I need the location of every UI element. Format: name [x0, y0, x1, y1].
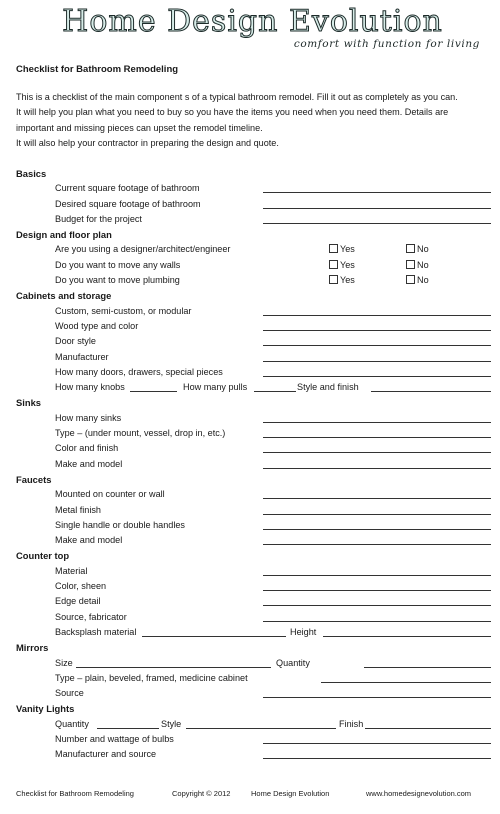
finish-answer-line[interactable] — [365, 728, 491, 729]
checklist — [0, 166, 500, 763]
field-label: How many sinks — [55, 412, 122, 423]
footer-copyright: Copyright © 2012 — [172, 789, 231, 798]
answer-line[interactable] — [321, 682, 491, 683]
intro-line: It will help you plan what you need to buy so you have the items you need when you need them. Details are — [16, 107, 449, 118]
answer-line[interactable] — [263, 223, 491, 224]
field-label: Finish — [339, 718, 364, 729]
style-answer-line[interactable] — [186, 728, 336, 729]
answer-line[interactable] — [263, 361, 491, 362]
checklist-row — [0, 212, 500, 227]
section-basics: Basics — [16, 168, 47, 179]
checklist-row — [0, 441, 500, 456]
answer-line[interactable] — [263, 758, 491, 759]
checklist-row — [0, 747, 500, 762]
checkbox-icon[interactable] — [406, 244, 415, 253]
style-finish-answer-line[interactable] — [371, 391, 491, 392]
checklist-row — [0, 258, 500, 273]
checklist-row — [0, 594, 500, 609]
checklist-row — [0, 411, 500, 426]
field-label: How many knobs — [55, 382, 125, 393]
field-label: Mounted on counter or wall — [55, 489, 165, 500]
field-label: Edge detail — [55, 596, 101, 607]
field-label: Desired square footage of bathroom — [55, 198, 201, 209]
backsplash-answer-line[interactable] — [142, 636, 286, 637]
field-label: Type – plain, beveled, framed, medicine cabinet — [55, 672, 248, 683]
quantity-answer-line[interactable] — [97, 728, 159, 729]
field-label: Make and model — [55, 535, 123, 546]
no-option[interactable]: No — [406, 273, 429, 288]
answer-line[interactable] — [263, 345, 491, 346]
checklist-row — [0, 564, 500, 579]
intro-text — [16, 90, 494, 152]
field-label: Quantity — [55, 718, 89, 729]
checklist-row — [0, 533, 500, 548]
answer-line[interactable] — [263, 544, 491, 545]
section-vanity-lights: Vanity Lights — [16, 703, 75, 715]
field-label: Current square footage of bathroom — [55, 183, 200, 194]
footer-company: Home Design Evolution — [251, 789, 330, 798]
field-label: Number and wattage of bulbs — [55, 733, 174, 744]
checklist-row — [0, 656, 500, 671]
field-label: Single handle or double handles — [55, 519, 185, 530]
checklist-row — [0, 671, 500, 686]
header — [0, 0, 500, 56]
field-label: Are you using a designer/architect/engineer — [55, 244, 231, 255]
checkbox-icon[interactable] — [329, 260, 338, 269]
field-label: Size — [55, 657, 73, 668]
answer-line[interactable] — [263, 330, 491, 331]
answer-line[interactable] — [263, 468, 491, 469]
answer-line[interactable] — [263, 208, 491, 209]
field-label: Style and finish — [297, 382, 359, 393]
checklist-row — [0, 717, 500, 732]
answer-line[interactable] — [263, 743, 491, 744]
intro-line: important and missing pieces can upset the remodel timeline. — [16, 122, 263, 133]
logo-title: Home Design Evolution — [62, 4, 443, 39]
field-label: Do you want to move any walls — [55, 259, 181, 270]
checklist-row — [0, 304, 500, 319]
field-label: How many pulls — [183, 382, 248, 393]
field-label: Custom, semi-custom, or modular — [55, 305, 192, 316]
field-label: Budget for the project — [55, 213, 142, 224]
knobs-answer-line[interactable] — [130, 391, 177, 392]
answer-line[interactable] — [263, 452, 491, 453]
field-label: Do you want to move plumbing — [55, 275, 180, 286]
section-counter-top: Counter top — [16, 550, 70, 562]
field-label: Backsplash material — [55, 626, 137, 637]
answer-line[interactable] — [263, 697, 491, 698]
field-label: Manufacturer and source — [55, 749, 157, 760]
field-label: Metal finish — [55, 504, 101, 515]
logo-tagline: comfort with function for living — [293, 38, 480, 50]
document-title: Checklist for Bathroom Remodeling — [16, 64, 179, 75]
intro-line: This is a checklist of the main component s of a typical bathroom remodel. Fill it out as completely as you can. — [16, 92, 458, 102]
intro-line: It will also help your contractor in preparing the design and quote. — [16, 138, 279, 149]
checklist-row — [0, 273, 500, 288]
section-design: Design and floor plan — [16, 229, 112, 241]
checklist-row — [0, 503, 500, 518]
field-label: How many doors, drawers, special pieces — [55, 366, 223, 377]
height-answer-line[interactable] — [323, 636, 491, 637]
answer-line[interactable] — [263, 514, 491, 515]
checkbox-icon[interactable] — [329, 275, 338, 284]
checklist-row — [0, 334, 500, 349]
checkbox-icon[interactable] — [406, 260, 415, 269]
checkbox-icon[interactable] — [406, 275, 415, 284]
field-label: Source — [55, 688, 84, 699]
checklist-row — [0, 732, 500, 747]
checklist-row — [0, 625, 500, 640]
answer-line[interactable] — [263, 621, 491, 622]
field-label: Quantity — [276, 657, 310, 668]
field-label: Type – (under mount, vessel, drop in, etc.) — [55, 428, 226, 439]
field-label: Height — [290, 626, 317, 637]
answer-line[interactable] — [263, 192, 491, 193]
field-label: Color and finish — [55, 443, 119, 454]
field-label: Color, sheen — [55, 581, 107, 592]
no-option[interactable]: No — [406, 258, 429, 273]
answer-line[interactable] — [263, 575, 491, 576]
yes-option[interactable]: Yes — [329, 242, 355, 257]
field-label: Style — [161, 718, 182, 729]
checklist-row — [0, 365, 500, 380]
checklist-row — [0, 487, 500, 502]
checklist-row — [0, 457, 500, 472]
answer-line[interactable] — [263, 498, 491, 499]
footer-url: www.homedesignevolution.com — [366, 789, 472, 798]
checklist-row — [0, 319, 500, 334]
size-answer-line[interactable] — [76, 667, 271, 668]
yes-option[interactable]: Yes — [329, 258, 355, 273]
answer-line[interactable] — [263, 590, 491, 591]
checklist-row — [0, 350, 500, 365]
section-cabinets: Cabinets and storage — [16, 290, 112, 302]
field-label: Source, fabricator — [55, 611, 127, 622]
answer-line[interactable] — [263, 315, 491, 316]
section-sinks: Sinks — [16, 397, 42, 409]
pulls-answer-line[interactable] — [254, 391, 296, 392]
checklist-row — [0, 579, 500, 594]
section-mirrors: Mirrors — [16, 642, 49, 654]
checklist-row — [0, 181, 500, 196]
field-label: Material — [55, 565, 88, 576]
answer-line[interactable] — [263, 437, 491, 438]
checklist-row — [0, 242, 500, 257]
answer-line[interactable] — [263, 376, 491, 377]
yes-option[interactable]: Yes — [329, 273, 355, 288]
checklist-row — [0, 380, 500, 395]
quantity-answer-line[interactable] — [364, 667, 491, 668]
footer-doc-title: Checklist for Bathroom Remodeling — [16, 789, 134, 798]
field-label: Door style — [55, 336, 96, 347]
answer-line[interactable] — [263, 529, 491, 530]
no-option[interactable]: No — [406, 242, 429, 257]
checklist-row — [0, 610, 500, 625]
field-label: Manufacturer — [55, 351, 109, 362]
field-label: Make and model — [55, 458, 123, 469]
checklist-row — [0, 686, 500, 701]
answer-line[interactable] — [263, 605, 491, 606]
checklist-row — [0, 518, 500, 533]
checklist-row — [0, 426, 500, 441]
checkbox-icon[interactable] — [329, 244, 338, 253]
field-label: Wood type and color — [55, 320, 139, 331]
answer-line[interactable] — [263, 422, 491, 423]
section-faucets: Faucets — [16, 473, 52, 485]
checklist-row — [0, 197, 500, 212]
